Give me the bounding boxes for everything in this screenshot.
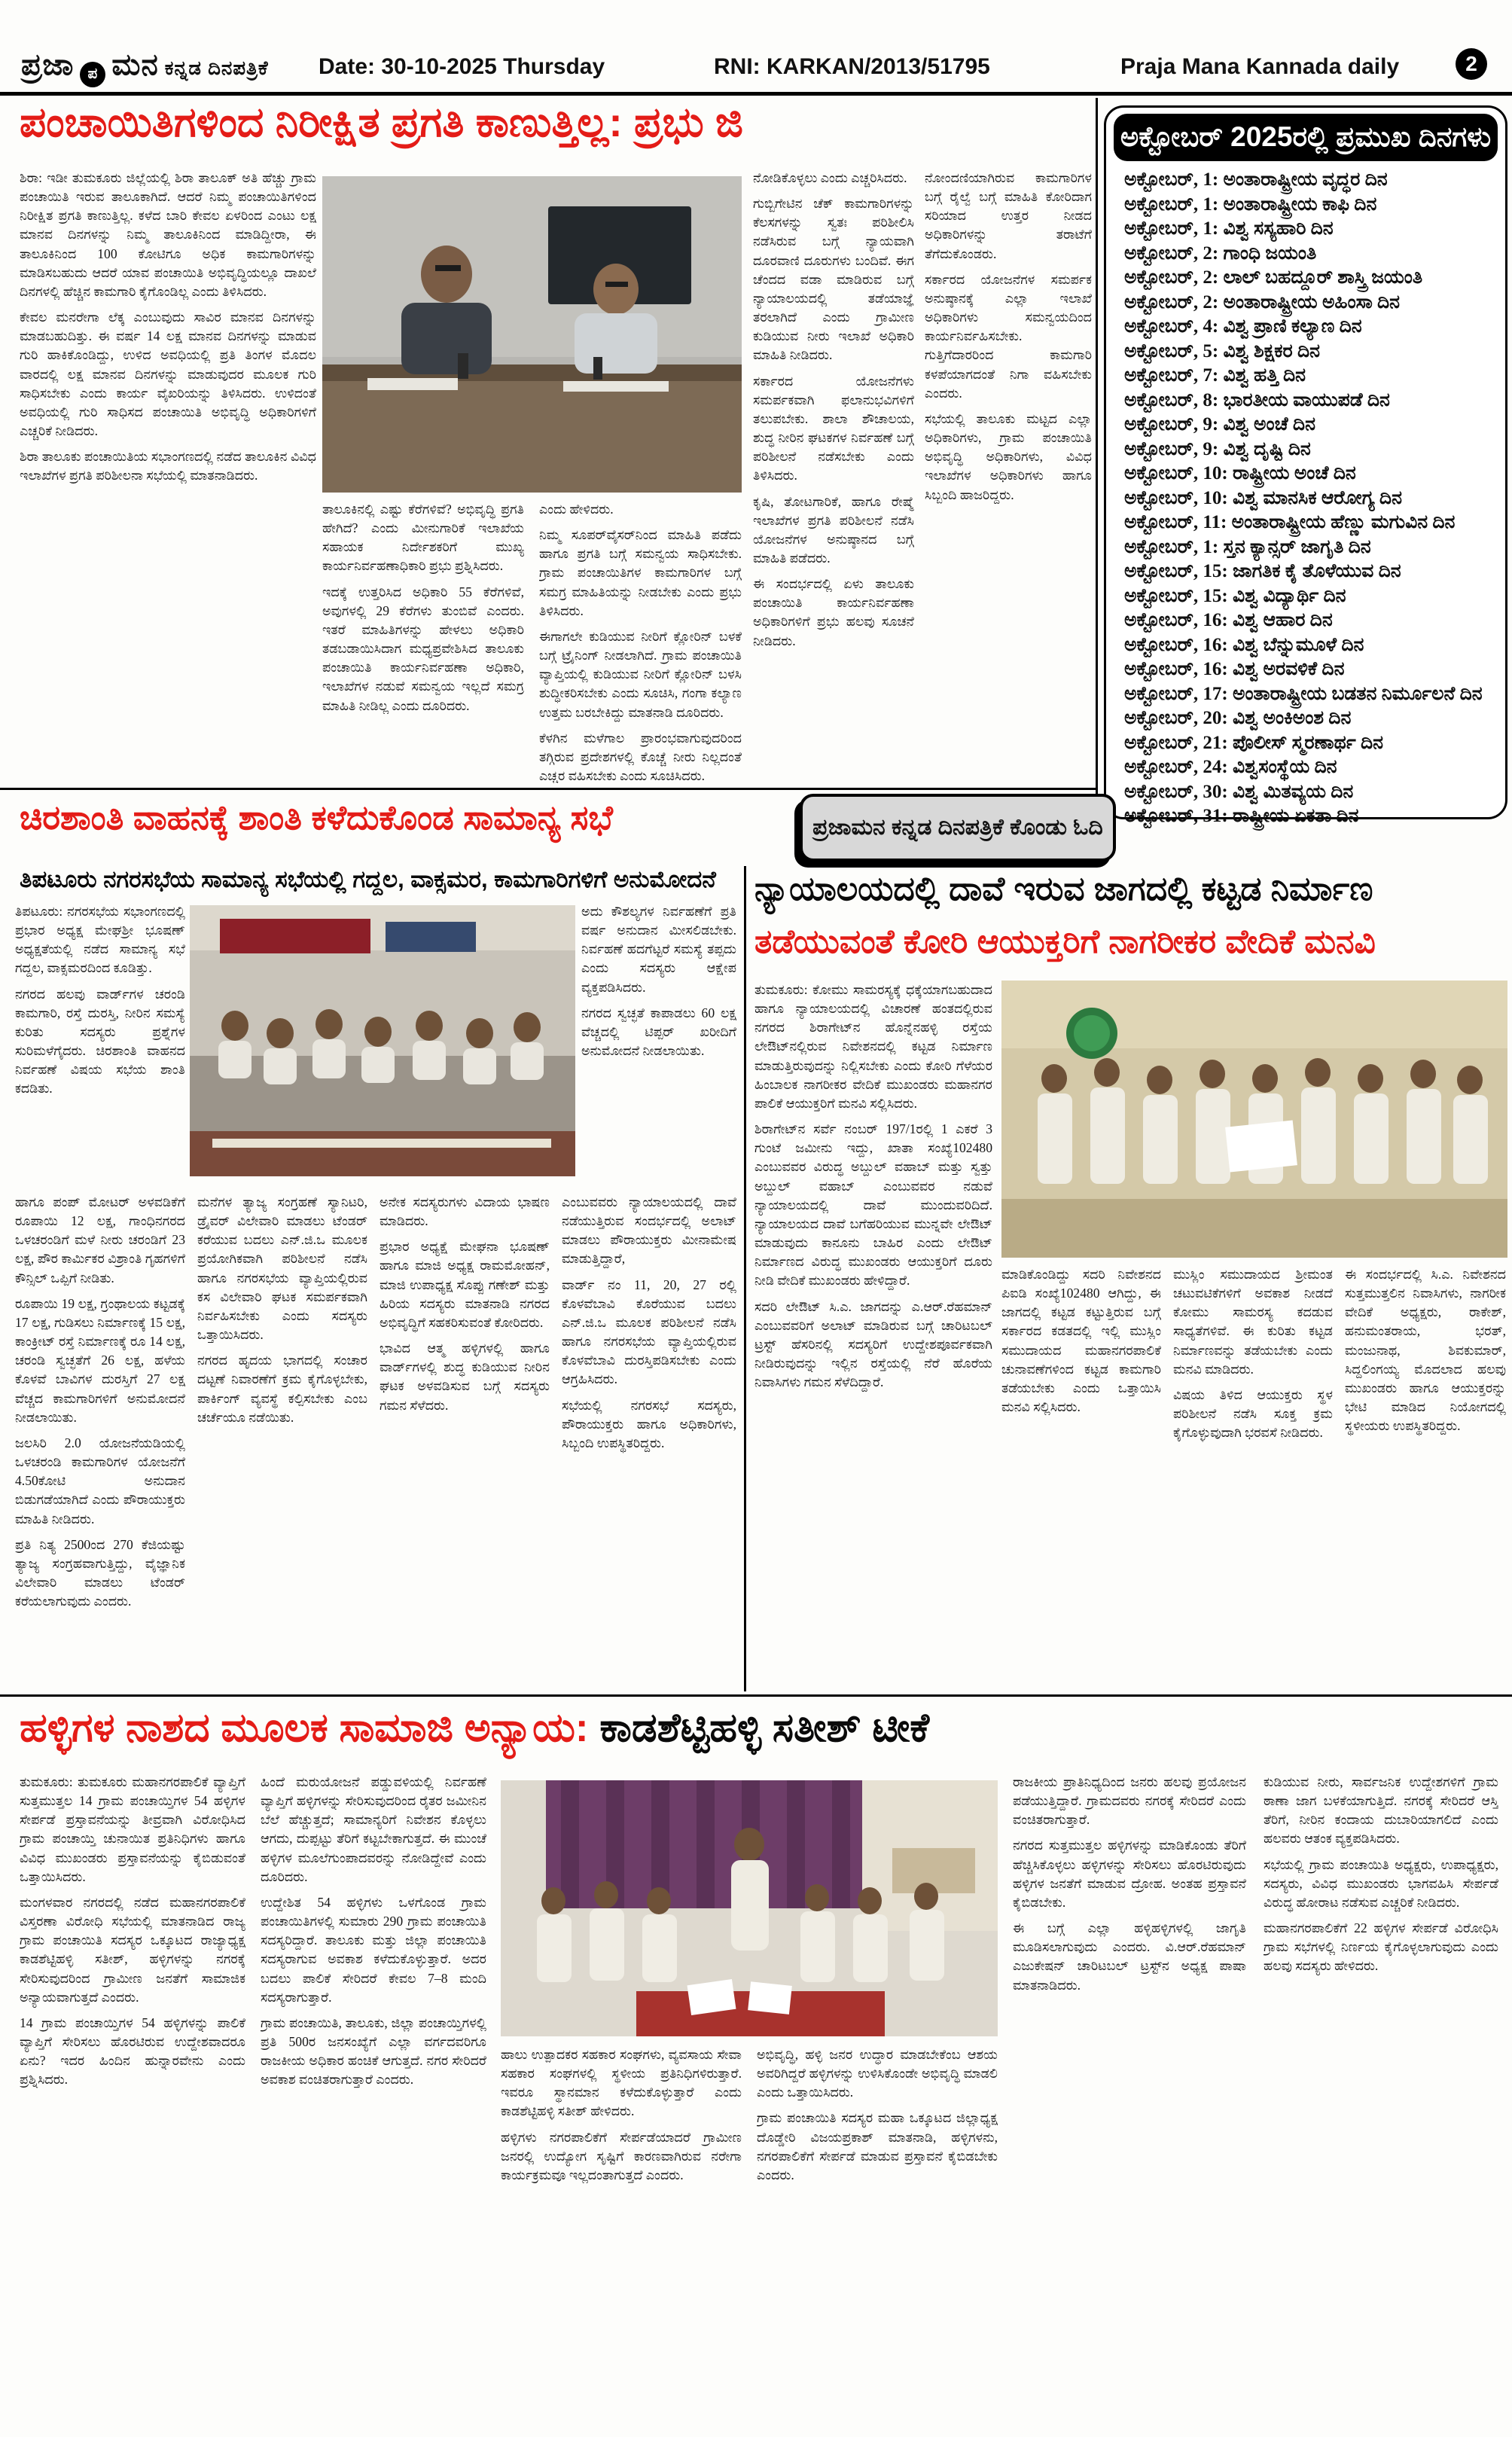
article4-headline-black: ಕಾಡಶೆಟ್ಟಿಹಳ್ಳಿ ಸತೀಶ್ ಟೀಕೆ [599,1706,930,1750]
important-day-item: ಅಕ್ಟೋಬರ್, 1: ವಿಶ್ವ ಸಸ್ಯಹಾರಿ ದಿನ [1124,218,1334,239]
header-rule [0,92,1512,96]
important-day-item: ಅಕ್ಟೋಬರ್, 16: ವಿಶ್ವ ಅರವಳಿಕೆ ದಿನ [1124,659,1345,679]
article4-headline-red: ಹಳ್ಳಿಗಳ ನಾಶದ ಮೂಲಕ ಸಾಮಾಜಿ ಅನ್ಯಾಯ: [20,1706,600,1750]
masthead [21,48,269,84]
article1-column-1: ಶಿರಾ: ಇಡೀ ತುಮಕೂರು ಜಿಲ್ಲೆಯಲ್ಲಿ ಶಿರಾ ತಾಲೂಕ್ ಅತಿ ಹೆಚ್ಚು ಗ್ರಾಮ ಪಂಚಾಯಿತಿ ಇರುವ ತಾಲೂಕಾಗಿದೆ. ಆದರೆ ನಿಮ್ಮ ಪಂಚಾಯಿತಿಗಳಿಂದ ನಿರೀಕ್ಷಿತ ಪ್ರಗತಿ ಕಾಣುತ್ತಿಲ್ಲ. ಕಳೆದ ಬಾರಿ ಕೇವಲ ಏಳರಿಂದ ಎಂಟು ಲಕ್ಷ ಮಾನವ ದಿನಗಳನ್ನು ನಿಮ್ಮ ತಾಲೂಕಿನಿಂದ ಮಾಡಿದ್ದೀರಾ, ಈ ತಾಲೂಕಿನಿಂದ 100 ಕೋಟಿಗೂ ಅಧಿಕ ಕಾಮಗಾರಿಗಳನ್ನು ಮಾಡಿಸಬಹುದು ಆದರೆ ಯಾವ ಪಂಚಾಯಿತಿ ಅಭಿವೃದ್ಧಿಯಲ್ಲೂ ದಾಖಲೆ ದಿನಗಳಲ್ಲಿ ಹೆಚ್ಚಿನ ಕಾಮಗಾರಿ ಕೈಗೊಂಡಿಲ್ಲ ಎಂದು ತಿಳಿಸಿದರು. ಕೇವಲ ಮನರೇಗಾ ಲೆಕ್ಕ ಎಂಬುವುದು ಸಾವಿರ ಮಾನವ ದಿನಗಳನ್ನು ಮಾಡಬಹುದಿತ್ತು. ಈ ವರ್ಷ 14 ಲಕ್ಷ ಮಾನವ ದಿನಗಳನ್ನು ಮಾಡುವ ಗುರಿ ಹಾಕಿಕೊಂಡಿದ್ದು, ಉಳಿದ ಅವಧಿಯಲ್ಲಿ ಪ್ರತಿ ತಿಂಗಳ ಮೊದಲ ವಾರದಲ್ಲಿ ಲಕ್ಷ ಮಾನವ ದಿನಗಳನ್ನು ಮಾಡುವುದರ ಮೂಲಕ ಗುರಿ ಸಾಧಿಸಬೇಕು ಎಂದು ಕಾರ್ಯ ವೈಖರಿಯನ್ನು ತಿಳಿಸಿದರು. ಉಳಿದಂತೆ ಅವಧಿಯಲ್ಲಿ ಗುರಿ ಸಾಧಿಸದ ಪಂಚಾಯಿತಿ ಅಭಿವೃದ್ಧಿ ಅಧಿಕಾರಿಗಳಿಗೆ ಎಚ್ಚರಿಕೆ ನೀಡಿದರು. ಶಿರಾ ತಾಲೂಕು ಪಂಚಾಯಿತಿಯ ಸಭಾಂಗಣದಲ್ಲಿ ನಡೆದ ತಾಲೂಕಿನ ವಿವಿಧ ಇಲಾಖೆಗಳ ಪ್ರಗತಿ ಪರಿಶೀಲನಾ ಸಭೆಯಲ್ಲಿ ಮಾತನಾಡಿದರು. [20,170,316,483]
rule-below-article1 [0,788,1096,790]
photo-council-meeting [190,905,575,1176]
important-day-item: ಅಕ್ಟೋಬರ್, 1: ಸ್ತನ ಕ್ಯಾನ್ಸರ್ ಜಾಗೃತಿ ದಿನ [1124,536,1371,557]
article4-column-5: ರಾಜಕೀಯ ಪ್ರಾತಿನಿಧ್ಯದಿಂದ ಜನರು ಹಲವು ಪ್ರಯೋಜನ ಪಡೆಯುತ್ತಿದ್ದಾರೆ. ಗ್ರಾಮದವರು ನಗರಕ್ಕೆ ಸೇರಿದರೆ ಎಂದು ವಂಚಿತರಾಗುತ್ತಾರೆ. ನಗರದ ಸುತ್ತಮುತ್ತಲ ಹಳ್ಳಿಗಳನ್ನು ಮಾಡಿಕೊಂಡು ತೆರಿಗೆ ಹೆಚ್ಚಿಸಿಕೊಳ್ಳಲು ಹಳ್ಳಿಗಳನ್ನು ಸೇರಿಸಲು ಹೊರಟಿರುವುದು ಹಳ್ಳಿಗಳ ಜನತೆಗೆ ಮಾಡುವ ದ್ರೋಹ. ಅಂತಹ ಪ್ರಸ್ತಾವನೆ ಕೈಬಿಡಬೇಕು. ಈ ಬಗ್ಗೆ ಎಲ್ಲಾ ಹಳ್ಳಿಹಳ್ಳಿಗಳಲ್ಲಿ ಜಾಗೃತಿ ಮೂಡಿಸಲಾಗುವುದು ಎಂದರು. ವಿ.ಆರ್.ರೆಹಮಾನ್ ಎಜುಕೇಷನ್ ಚಾರಿಟಬಲ್ ಟ್ರಸ್ಟ್‌ನ ಅಧ್ಯಕ್ಷ ಪಾಷಾ ಮಾತನಾಡಿದರು. [1013,1774,1246,1993]
masthead-logo-icon: ಪ [80,62,105,87]
photo-memorandum-handover [1001,981,1507,1258]
article2-below-column-3: ಅನೇಕ ಸದಸ್ಯರುಗಳು ವಿದಾಯ ಭಾಷಣ ಮಾಡಿದರು. ಪ್ರಭಾರ ಅಧ್ಯಕ್ಷೆ ಮೇಘನಾ ಭೂಷಣ್ ಹಾಗೂ ಮಾಜಿ ಅಧ್ಯಕ್ಷ ರಾಮಮೋಹನ್, ಮಾಜಿ ಉಪಾಧ್ಯಕ್ಷ ಸೊಪ್ಪು ಗಣೇಶ್ ಮತ್ತು ಹಿರಿಯ ಸದಸ್ಯರು ಮಾತನಾಡಿ ನಗರದ ಅಭಿವೃದ್ಧಿಗೆ ಸಹಕರಿಸುವಂತೆ ಕೋರಿದರು. ಭಾವಿದ ಆತ್ಮ ಹಳ್ಳಿಗಳಲ್ಲಿ ಹಾಗೂ ವಾರ್ಡ್‌ಗಳಲ್ಲಿ ಶುದ್ಧ ಕುಡಿಯುವ ನೀರಿನ ಘಟಕ ಅಳವಡಿಸುವ ಬಗ್ಗೆ ಸದಸ್ಯರು ಗಮನ ಸೆಳೆದರು. [380,1194,550,1413]
page-number-badge: 2 [1456,48,1487,80]
page-header [21,42,1491,90]
article4-column-2: ಹಿಂದೆ ಮರುಯೋಜನೆ ಪಡ್ಡುವಳಿಯಲ್ಲಿ ನಿರ್ವಹಣೆ ವ್ಯಾಪ್ತಿಗೆ ಹಳ್ಳಿಗಳನ್ನು ಸೇರಿಸುವುದರಿಂದ ರೈತರ ಜಮೀನಿನ ಬೆಲೆ ಹೆಚ್ಚುತ್ತದೆ; ಸಾಮಾನ್ಯರಿಗೆ ನಿವೇಶನ ಕೊಳ್ಳಲು ಆಗದು, ದುಪ್ಪಟ್ಟು ತೆರಿಗೆ ಕಟ್ಟಬೇಕಾಗುತ್ತದೆ. ಈ ಮುಂಚೆ ಹಳ್ಳಿಗಳ ಮೂಲೆಗುಂಪಾದವರನ್ನು ನೋಡಿದ್ದೇವೆ ಎಂದು ದೂರಿದರು. ಉದ್ದೇಶಿತ 54 ಹಳ್ಳಿಗಳು ಒಳಗೊಂಡ ಗ್ರಾಮ ಪಂಚಾಯಿತಿಗಳಲ್ಲಿ ಸುಮಾರು 290 ಗ್ರಾಮ ಪಂಚಾಯಿತಿ ಸದಸ್ಯರಿದ್ದಾರೆ. ತಾಲೂಕು ಮತ್ತು ಜಿಲ್ಲಾ ಪಂಚಾಯಿತಿ ಸದಸ್ಯರಾಗುವ ಅವಕಾಶ ಕಳೆದುಕೊಳ್ಳುತ್ತಾರೆ. ಅದರ ಬದಲು ಪಾಲಿಕೆ ಸೇರಿದರೆ ಕೇವಲ 7–8 ಮಂದಿ ಸದಸ್ಯರಾಗುತ್ತಾರೆ. ಗ್ರಾಮ ಪಂಚಾಯಿತಿ, ತಾಲೂಕು, ಜಿಲ್ಲಾ ಪಂಚಾಯ್ತಿಗಳಲ್ಲಿ ಪ್ರತಿ 500ರ ಜನಸಂಖ್ಯೆಗೆ ಎಲ್ಲಾ ವರ್ಗದವರಿಗೂ ರಾಜಕೀಯ ಅಧಿಕಾರ ಹಂಚಿಕೆ ಆಗುತ್ತದೆ. ನಗರ ಸೇರಿದರೆ ಅವಕಾಶ ವಂಚಿತರಾಗುತ್ತಾರೆ ಎಂದರು. [261,1774,486,2088]
article2-right-column: ಅದು ಕೌಶಲ್ಯಗಳ ನಿರ್ವಹಣೆಗೆ ಪ್ರತಿ ವರ್ಷ ಅನುದಾನ ಮೀಸಲಿಡಬೇಕು. ನಿರ್ವಹಣೆ ಹದಗೆಟ್ಟರೆ ಸಮಸ್ಯೆ ತಪ್ಪದು ಎಂದು ಸದಸ್ಯರು ಆಕ್ಷೇಪ ವ್ಯಕ್ತಪಡಿಸಿದರು. ನಗರದ ಸ್ವಚ್ಛತೆ ಕಾಪಾಡಲು 60 ಲಕ್ಷ ವೆಚ್ಚದಲ್ಲಿ ಟಿಪ್ಪರ್ ಖರೀದಿಗೆ ಅನುಮೋದನೆ ನೀಡಲಾಯಿತು. [581,904,736,1059]
article1-column-2: ತಾಲೂಕಿನಲ್ಲಿ ಎಷ್ಟು ಕೆರೆಗಳಿವೆ? ಅಭಿವೃದ್ಧಿ ಪ್ರಗತಿ ಹೇಗಿದೆ? ಎಂದು ಮೀನುಗಾರಿಕೆ ಇಲಾಖೆಯ ಸಹಾಯಕ ನಿರ್ದೇಶಕರಿಗೆ ಮುಖ್ಯ ಕಾರ್ಯನಿರ್ವಹಣಾಧಿಕಾರಿ ಪ್ರಭು ಪ್ರಶ್ನಿಸಿದರು. ಇದಕ್ಕೆ ಉತ್ತರಿಸಿದ ಅಧಿಕಾರಿ 55 ಕೆರೆಗಳಿವೆ, ಅವುಗಳಲ್ಲಿ 29 ಕೆರೆಗಳು ತುಂಬಿವೆ ಎಂದರು. ಇತರೆ ಮಾಹಿತಿಗಳನ್ನು ಹೇಳಲು ಅಧಿಕಾರಿ ತಡಬಡಾಯಿಸಿದಾಗ ಮಧ್ಯಪ್ರವೇಶಿಸಿದ ತಾಲೂಕು ಪಂಚಾಯಿತಿ ಕಾರ್ಯನಿರ್ವಹಣಾ ಅಧಿಕಾರಿ, ಇಲಾಖೆಗಳ ನಡುವೆ ಸಮನ್ವಯ ಇಲ್ಲದೆ ಸಮಗ್ರ ಮಾಹಿತಿ ನೀಡಿಲ್ಲ ಎಂದು ದೂರಿದರು. [322,502,524,713]
header-date: Date: 30-10-2025 Thursday [319,54,605,79]
article2-intro-column: ತಿಪಟೂರು: ನಗರಸಭೆಯ ಸಭಾಂಗಣದಲ್ಲಿ ಪ್ರಭಾರ ಅಧ್ಯಕ್ಷ ಮೇಘಶ್ರೀ ಭೂಷಣ್ ಅಧ್ಯಕ್ಷತೆಯಲ್ಲಿ ನಡೆದ ಸಾಮಾನ್ಯ ಸಭೆ ಗದ್ದಲ, ವಾಕ್ಸಮರದಿಂದ ಕೂಡಿತ್ತು. ನಗರದ ಹಲವು ವಾರ್ಡ್‌ಗಳ ಚರಂಡಿ ಕಾಮಗಾರಿ, ರಸ್ತೆ ದುರಸ್ತಿ, ನೀರಿನ ಸಮಸ್ಯೆ ಕುರಿತು ಸದಸ್ಯರು ಪ್ರಶ್ನೆಗಳ ಸುರಿಮಳೆಗೈದರು. ಚಿರಶಾಂತಿ ವಾಹನದ ನಿರ್ವಹಣೆ ವಿಷಯ ಸಭೆಯ ಶಾಂತಿ ಕದಡಿತು. [15,904,185,1096]
important-days-box [1104,105,1507,826]
promo-text: ಪ್ರಜಾಮನ ಕನ್ನಡ ದಿನಪತ್ರಿಕೆ ಕೊಂಡು ಓದಿ [812,815,1103,840]
article2-subheadline: ತಿಪಟೂರು ನಗರಸಭೆಯ ಸಾಮಾನ್ಯ ಸಭೆಯಲ್ಲಿ ಗದ್ದಲ, ವಾಕ್ಸಮರ, ಕಾಮಗಾರಿಗಳಿಗೆ ಅನುಮೋದನೆ [20,866,716,892]
important-day-item: ಅಕ್ಟೋಬರ್, 16: ವಿಶ್ವ ಆಹಾರ ದಿನ [1124,610,1333,630]
important-day-item: ಅಕ್ಟೋಬರ್, 11: ಅಂತಾರಾಷ್ಟ್ರೀಯ ಹೆಣ್ಣು ಮಗುವಿನ ದಿನ [1124,512,1456,532]
important-day-item: ಅಕ್ಟೋಬರ್, 7: ವಿಶ್ವ ಹತ್ತಿ ದಿನ [1124,365,1306,386]
important-day-item: ಅಕ್ಟೋಬರ್, 20: ವಿಶ್ವ ಅಂಕಿಅಂಶ ದಿನ [1124,708,1352,728]
article2-below-column-4: ಎಂಬುವವರು ನ್ಯಾಯಾಲಯದಲ್ಲಿ ದಾವೆ ನಡೆಯುತ್ತಿರುವ ಸಂದರ್ಭದಲ್ಲಿ ಅಲಾಟ್ ಮಾಡಲು ಪೌರಾಯುಕ್ತರು ಮೀನಾಮೇಷ ಮಾಡುತ್ತಿದ್ದಾರೆ, ವಾರ್ಡ್ ನಂ 11, 20, 27 ರಲ್ಲಿ ಕೊಳವೆಬಾವಿ ಕೊರೆಯುವ ಬದಲು ಎನ್.ಜಿ.ಒ ಮೂಲಕ ಪರಿಶೀಲನೆ ನಡೆಸಿ ಹಾಗೂ ನಗರಸಭೆಯ ವ್ಯಾಪ್ತಿಯಲ್ಲಿರುವ ಕೊಳವೆಬಾವಿ ದುರಸ್ತಿಪಡಿಸಬೇಕು ಎಂದು ಆಗ್ರಹಿಸಿದರು. ಸಭೆಯಲ್ಲಿ ನಗರಸಭೆ ಸದಸ್ಯರು, ಪೌರಾಯುಕ್ತರು ಹಾಗೂ ಅಧಿಕಾರಿಗಳು, ಸಿಬ್ಬಂದಿ ಉಪಸ್ಥಿತರಿದ್ದರು. [562,1194,736,1450]
important-day-item: ಅಕ್ಟೋಬರ್, 15: ಜಾಗತಿಕ ಕೈ ತೊಳೆಯುವ ದಿನ [1124,561,1401,581]
important-day-item: ಅಕ್ಟೋಬರ್, 9: ವಿಶ್ವ ಅಂಚೆ ದಿನ [1124,414,1315,435]
article1-headline: ಪಂಚಾಯಿತಿಗಳಿಂದ ನಿರೀಕ್ಷಿತ ಪ್ರಗತಿ ಕಾಣುತ್ತಿಲ್ಲ: ಪ್ರಭು ಜಿ [20,99,743,145]
promo-box [800,794,1116,862]
important-day-item: ಅಕ್ಟೋಬರ್, 21: ಪೊಲೀಸ್ ಸ್ಮರಣಾರ್ಥ ದಿನ [1124,732,1384,753]
important-day-item: ಅಕ್ಟೋಬರ್, 16: ವಿಶ್ವ ಬೆನ್ನುಮೂಳೆ ದಿನ [1124,634,1364,655]
important-day-item: ಅಕ್ಟೋಬರ್, 2: ಗಾಂಧಿ ಜಯಂತಿ [1124,242,1317,264]
article3-column-1: ತುಮಕೂರು: ಕೋಮು ಸಾಮರಸ್ಯಕ್ಕೆ ಧಕ್ಕೆಯಾಗಬಹುದಾದ ಹಾಗೂ ನ್ಯಾಯಾಲಯದಲ್ಲಿ ವಿಚಾರಣೆ ಹಂತದಲ್ಲಿರುವ ನಗರದ ಶಿರಾಗೇಟ್‌ನ ಹೊನ್ನೆನಹಳ್ಳಿ ರಸ್ತೆಯ ಲೇಔಟ್‌ನಲ್ಲಿರುವ ನಿವೇಶನದಲ್ಲಿ ಕಟ್ಟಡ ನಿರ್ಮಾಣ ಮಾಡುತ್ತಿರುವುದನ್ನು ನಿಲ್ಲಿಸಬೇಕು ಎಂದು ಕೋರಿ ಗೆಳೆಯರ ಹಿಂಬಾಲಕ ನಾಗರೀಕರ ವೇದಿಕೆ ಮುಖಂಡರು ಮಹಾನಗರ ಪಾಲಿಕೆ ಆಯುಕ್ತರಿಗೆ ಮನವಿ ಸಲ್ಲಿಸಿದರು. ಶಿರಾಗೇಟ್‌ನ ಸರ್ವೆ ನಂಬರ್ 197/1ರಲ್ಲಿ 1 ಎಕರೆ 3 ಗುಂಟೆ ಜಮೀನು ಇದ್ದು, ಖಾತಾ ಸಂಖ್ಯೆ102480 ಎಂಬುವವರ ವಿರುದ್ಧ ಅಬ್ದುಲ್ ವಹಾಬ್ ಮತ್ತು ಸ್ವತ್ತು ಅಬ್ದುಲ್ ವಹಾಬ್ ಎಂಬುವವರ ನಡುವೆ ನ್ಯಾಯಾಲಯದಲ್ಲಿ ದಾವೆ ಮುಂದುವರಿದಿದೆ. ನ್ಯಾಯಾಲಯದ ದಾವೆ ಬಗೆಹರಿಯುವ ಮುನ್ನವೇ ಲೇಔಟ್ ಮಾಡುವುದು ಕಾನೂನು ಬಾಹಿರ ಎಂದು ಲೇಔಟ್ ನಿರ್ಮಾಣದ ವಿರುದ್ಧ ಮುಖಂಡರು ಆಯುಕ್ತರಿಗೆ ದೂರು ನೀಡಿ ವೇದಿಕೆ ಮುಖಂಡರು ಹೇಳಿದ್ದಾರೆ. ಸದರಿ ಲೇಔಟ್ ಸಿ.ಎ. ಜಾಗದನ್ನು ಎ.ಆರ್.ರೆಹಮಾನ್ ಎಂಬುವವರಿಗೆ ಅಲಾಟ್ ಮಾಡಿರುವ ಬಗ್ಗೆ ಚಾರಿಟಬಲ್ ಟ್ರಸ್ಟ್ ಹೆಸರಿನಲ್ಲಿ ಸದಸ್ಯರಿಗೆ ಉದ್ದೇಶಪೂರ್ವಕವಾಗಿ ನೀಡಿರುವುದನ್ನು ಇಲ್ಲಿನ ರಸ್ತೆಯಲ್ಲಿ ನೆರೆ ಹೊರೆಯ ನಿವಾಸಿಗಳು ಗಮನ ಸೆಳೆದಿದ್ದಾರೆ. [754,982,992,1390]
article3-below-column-3: ಈ ಸಂದರ್ಭದಲ್ಲಿ ಸಿ.ಎ. ನಿವೇಶನದ ಸುತ್ತಮುತ್ತಲಿನ ನಿವಾಸಿಗಳು, ನಾಗರೀಕ ವೇದಿಕೆ ಅಧ್ಯಕ್ಷರು, ರಾಕೇಶ್, ಹನುಮಂತರಾಯ, ಭರತ್, ಮಂಜುನಾಥ, ಶಿವಕುಮಾರ್, ಸಿದ್ದಲಿಂಗಯ್ಯ ಮೊದಲಾದ ಹಲವು ಮುಖಂಡರು ಹಾಗೂ ಆಯುಕ್ತರನ್ನು ಭೇಟಿ ಮಾಡಿದ ನಿಯೋಗದಲ್ಲಿ ಸ್ಥಳೀಯರು ಉಪಸ್ಥಿತರಿದ್ದರು. [1345,1267,1506,1434]
article2-below-column-2: ಮನೆಗಳ ತ್ಯಾಜ್ಯ ಸಂಗ್ರಹಣೆ ಸ್ಯಾನಿಟರಿ, ಡ್ರೈವರ್ ವಿಲೇವಾರಿ ಮಾಡಲು ಟೆಂಡರ್ ಕರೆಯುವ ಬದಲು ಎನ್.ಜಿ.ಒ ಮೂಲಕ ಪ್ರಯೋಗಿಕವಾಗಿ ಪರಿಶೀಲನೆ ನಡೆಸಿ ಹಾಗೂ ನಗರಸಭೆಯ ವ್ಯಾಪ್ತಿಯಲ್ಲಿರುವ ಕಸ ವಿಲೇವಾರಿ ಘಟಕ ಸಮರ್ಪಕವಾಗಿ ನಿರ್ವಹಿಸಬೇಕು ಎಂದು ಸದಸ್ಯರು ಒತ್ತಾಯಿಸಿದರು. ನಗರದ ಹೃದಯ ಭಾಗದಲ್ಲಿ ಸಂಚಾರ ದಟ್ಟಣೆ ನಿವಾರಣೆಗೆ ಕ್ರಮ ಕೈಗೊಳ್ಳಬೇಕು, ಪಾರ್ಕಿಂಗ್ ವ್ಯವಸ್ಥೆ ಕಲ್ಪಿಸಬೇಕು ಎಂಬ ಚರ್ಚೆಯೂ ನಡೆಯಿತು. [197,1194,367,1425]
important-day-item: ಅಕ್ಟೋಬರ್, 15: ವಿಶ್ವ ವಿದ್ಯಾರ್ಥಿ ದಿನ [1124,585,1346,606]
article4-column-4: ಅಭಿವೃದ್ಧಿ, ಹಳ್ಳಿ ಜನರ ಉದ್ಧಾರ ಮಾಡಬೇಕೆಂಬ ಆಶಯ ಅವರಿಗಿದ್ದರೆ ಹಳ್ಳಿಗಳನ್ನು ಉಳಿಸಿಕೊಂಡೇ ಅಭಿವೃದ್ಧಿ ಮಾಡಲಿ ಎಂದು ಒತ್ತಾಯಿಸಿದರು. ಗ್ರಾಮ ಪಂಚಾಯಿತಿ ಸದಸ್ಯರ ಮಹಾ ಒಕ್ಕೂಟದ ಜಿಲ್ಲಾಧ್ಯಕ್ಷ ದೊಡ್ಡೇರಿ ವಿಜಯಪ್ರಕಾಶ್ ಮಾತನಾಡಿ, ಹಳ್ಳಿಗಳನು, ನಗರಪಾಲಿಕೆಗೆ ಸೇರ್ಪಡೆ ಮಾಡುವ ಪ್ರಸ್ತಾವನೆ ಕೈಬಿಡಬೇಕು ಎಂದರು. [757,2047,998,2182]
important-day-item: ಅಕ್ಟೋಬರ್, 2: ಲಾಲ್ ಬಹದ್ದೂರ್ ಶಾಸ್ತ್ರಿ ಜಯಂತಿ [1124,267,1423,288]
article2-headline: ಚಿರಶಾಂತಿ ವಾಹನಕ್ಕೆ ಶಾಂತಿ ಕಳೆದುಕೊಂಡ ಸಾಮಾನ್ಯ ಸಭೆ [20,798,613,837]
important-day-item: ಅಕ್ಟೋಬರ್, 4: ವಿಶ್ವ ಪ್ರಾಣಿ ಕಲ್ಯಾಣ ದಿನ [1124,316,1362,337]
rule-above-article4 [0,1694,1512,1697]
masthead-title-2: ಮನ [111,48,159,81]
divider-article1-sidebar [1096,98,1098,819]
header-paper-name: Praja Mana Kannada daily [1120,54,1400,79]
masthead-subtitle: ಕನ್ನಡ ದಿನಪತ್ರಿಕೆ [164,56,269,79]
important-day-item: ಅಕ್ಟೋಬರ್, 9: ವಿಶ್ವ ದೃಷ್ಟಿ ದಿನ [1124,438,1311,459]
important-days-title: ಅಕ್ಟೋಬರ್ 2025ರಲ್ಲಿ ಪ್ರಮುಖ ದಿನಗಳು [1114,114,1498,161]
article4-column-3: ಹಾಲು ಉತ್ಪಾದಕರ ಸಹಕಾರ ಸಂಘಗಳು, ವ್ಯವಸಾಯ ಸೇವಾ ಸಹಕಾರ ಸಂಘಗಳಲ್ಲಿ ಸ್ಥಳೀಯ ಪ್ರತಿನಿಧಿಗಳಿರುತ್ತಾರೆ. ಇವರೂ ಸ್ಥಾನಮಾನ ಕಳೆದುಕೊಳ್ಳುತ್ತಾರೆ ಎಂದು ಕಾಡಶೆಟ್ಟಿಹಳ್ಳಿ ಸತೀಶ್ ಹೇಳಿದರು. ಹಳ್ಳಿಗಳು ನಗರಪಾಲಿಕೆಗೆ ಸೇರ್ಪಡೆಯಾದರೆ ಗ್ರಾಮೀಣ ಜನರಲ್ಲಿ ಉದ್ಯೋಗ ಸೃಷ್ಟಿಗೆ ಕಾರಣವಾಗಿರುವ ನರೇಗಾ ಕಾರ್ಯಕ್ರಮವೂ ಇಲ್ಲದಂತಾಗುತ್ತದೆ ಎಂದರು. [501,2047,742,2182]
masthead-title-1: ಪ್ರಜಾ [21,48,75,81]
article2-below-column-1: ಹಾಗೂ ಪಂಪ್ ಮೋಟರ್ ಅಳವಡಿಕೆಗೆ ರೂಪಾಯಿ 12 ಲಕ್ಷ, ಗಾಂಧಿನಗರದ ಒಳಚರಂಡಿಗೆ ಮಳೆ ನೀರು ಚರಂಡಿಗೆ 23 ಲಕ್ಷ, ಪೌರ ಕಾರ್ಮಿಕರ ವಿಶ್ರಾಂತಿ ಗೃಹಗಳಿಗೆ ಕೌನ್ಸಿಲ್ ಒಪ್ಪಿಗೆ ನೀಡಿತು. ರೂಪಾಯಿ 19 ಲಕ್ಷ, ಗ್ರಂಥಾಲಯ ಕಟ್ಟಡಕ್ಕೆ 17 ಲಕ್ಷ, ಗುಡಿಸಲು ನಿರ್ಮಾಣಕ್ಕೆ 15 ಲಕ್ಷ, ಕಾಂಕ್ರೀಟ್ ರಸ್ತೆ ನಿರ್ಮಾಣಕ್ಕೆ ರೂ 14 ಲಕ್ಷ, ಚರಂಡಿ ಸ್ವಚ್ಛತೆಗೆ 26 ಲಕ್ಷ, ಹಳೆಯ ಕೊಳವೆ ಬಾವಿಗಳ ದುರಸ್ತಿಗೆ 27 ಲಕ್ಷ ವೆಚ್ಚದ ಕಾಮಗಾರಿಗಳಿಗೆ ಅನುಮೋದನೆ ನೀಡಲಾಯಿತು. ಜಲಸಿರಿ 2.0 ಯೋಜನೆಯಡಿಯಲ್ಲಿ ಒಳಚರಂಡಿ ಕಾಮಗಾರಿಗಳ ಯೋಜನೆಗೆ 4.50ಕೋಟಿ ಅನುದಾನ ಬಿಡುಗಡೆಯಾಗಿದೆ ಎಂದು ಪೌರಾಯುಕ್ತರು ಮಾಹಿತಿ ನೀಡಿದರು. ಪ್ರತಿ ನಿತ್ಯ 2500ಂದ 270 ಕೆಜಿಯಷ್ಟು ತ್ಯಾಜ್ಯ ಸಂಗ್ರಹವಾಗುತ್ತಿದ್ದು, ವೈಜ್ಞಾನಿಕ ವಿಲೇವಾರಿ ಮಾಡಲು ಟೆಂಡರ್ ಕರೆಯಲಾಗುವುದು ಎಂದರು. [15,1194,185,1609]
divider-article2-article3 [744,866,746,1691]
important-day-item: ಅಕ್ಟೋಬರ್, 24: ವಿಶ್ವಸಂಸ್ಥೆಯ ದಿನ [1124,757,1337,777]
important-day-item: ಅಕ್ಟೋಬರ್, 10: ವಿಶ್ವ ಮಾನಸಿಕ ಆರೋಗ್ಯ ದಿನ [1124,487,1402,508]
article4-headline [20,1705,1495,1752]
article3-headline-line2: ತಡೆಯುವಂತೆ ಕೋರಿ ಆಯುಕ್ತರಿಗೆ ನಾಗರೀಕರ ವೇದಿಕೆ ಮನವಿ [754,923,1376,960]
article1-column-5: ನೋಂದಣಿಯಾಗಿರುವ ಕಾಮಗಾರಿಗಳ ಬಗ್ಗೆ ರೈಲ್ವೆ ಬಗ್ಗೆ ಮಾಹಿತಿ ಕೋರಿದಾಗ ಸರಿಯಾದ ಉತ್ತರ ನೀಡದ ಅಧಿಕಾರಿಗಳನ್ನು ತರಾಟೆಗೆ ತೆಗೆದುಕೊಂಡರು. ಸರ್ಕಾರದ ಯೋಜನೆಗಳ ಸಮರ್ಪಕ ಅನುಷ್ಠಾನಕ್ಕೆ ಎಲ್ಲಾ ಇಲಾಖೆ ಅಧಿಕಾರಿಗಳು ಸಮನ್ವಯದಿಂದ ಕಾರ್ಯನಿರ್ವಹಿಸಬೇಕು. ಗುತ್ತಿಗೆದಾರರಿಂದ ಕಾಮಗಾರಿ ಕಳಪೆಯಾಗದಂತೆ ನಿಗಾ ವಹಿಸಬೇಕು ಎಂದರು. ಸಭೆಯಲ್ಲಿ ತಾಲೂಕು ಮಟ್ಟದ ಎಲ್ಲಾ ಅಧಿಕಾರಿಗಳು, ಗ್ರಾಮ ಪಂಚಾಯಿತಿ ಅಭಿವೃದ್ಧಿ ಅಧಿಕಾರಿಗಳು, ವಿವಿಧ ಇಲಾಖೆಗಳ ಅಧಿಕಾರಿಗಳು ಹಾಗೂ ಸಿಬ್ಬಂದಿ ಹಾಜರಿದ್ದರು. [925,170,1092,502]
article4-column-6: ಕುಡಿಯುವ ನೀರು, ಸಾರ್ವಜನಿಕ ಉದ್ದೇಶಗಳಿಗೆ ಗ್ರಾಮ ಠಾಣಾ ಜಾಗ ಬಳಕೆಯಾಗುತ್ತಿದೆ. ನಗರಕ್ಕೆ ಸೇರಿದರೆ ಆಸ್ತಿ ತೆರಿಗೆ, ನೀರಿನ ಕಂದಾಯ ದುಬಾರಿಯಾಗಲಿದೆ ಎಂದು ಹಲವರು ಆತಂಕ ವ್ಯಕ್ತಪಡಿಸಿದರು. ಸಭೆಯಲ್ಲಿ ಗ್ರಾಮ ಪಂಚಾಯಿತಿ ಅಧ್ಯಕ್ಷರು, ಉಪಾಧ್ಯಕ್ಷರು, ಸದಸ್ಯರು, ವಿವಿಧ ಮುಖಂಡರು ಭಾಗವಹಿಸಿ ಸೇರ್ಪಡೆ ವಿರುದ್ಧ ಹೋರಾಟ ನಡೆಸುವ ಎಚ್ಚರಿಕೆ ನೀಡಿದರು. ಮಹಾನಗರಪಾಲಿಕೆಗೆ 22 ಹಳ್ಳಿಗಳ ಸೇರ್ಪಡೆ ವಿರೋಧಿಸಿ ಗ್ರಾಮ ಸಭೆಗಳಲ್ಲಿ ನಿರ್ಣಯ ಕೈಗೊಳ್ಳಲಾಗುವುದು ಎಂದು ಹಲವು ಸದಸ್ಯರು ಹೇಳಿದರು. [1264,1774,1498,1974]
header-rni: RNI: KARKAN/2013/51795 [714,54,990,79]
important-day-item: ಅಕ್ಟೋಬರ್, 5: ವಿಶ್ವ ಶಿಕ್ಷಕರ ದಿನ [1124,340,1321,361]
article3-headline-line1: ನ್ಯಾಯಾಲಯದಲ್ಲಿ ದಾವೆ ಇರುವ ಜಾಗದಲ್ಲಿ ಕಟ್ಟಡ ನಿರ್ಮಾಣ [754,871,1373,907]
important-day-item: ಅಕ್ಟೋಬರ್, 17: ಅಂತಾರಾಷ್ಟ್ರೀಯ ಬಡತನ ನಿರ್ಮೂಲನೆ ದಿನ [1124,683,1483,704]
important-day-item: ಅಕ್ಟೋಬರ್, 31: ರಾಷ್ಟ್ರೀಯ ಏಕತಾ ದಿನ [1124,806,1359,826]
important-day-item: ಅಕ್ಟೋಬರ್, 8: ಭಾರತೀಯ ವಾಯುಪಡೆ ದಿನ [1124,389,1390,410]
important-day-item: ಅಕ್ಟೋಬರ್, 10: ರಾಷ್ಟ್ರೀಯ ಅಂಚೆ ದಿನ [1124,463,1356,483]
photo-officials-meeting [322,176,742,493]
important-day-item: ಅಕ್ಟೋಬರ್, 1: ಅಂತಾರಾಷ್ಟ್ರೀಯ ಕಾಫಿ ದಿನ [1124,194,1377,215]
article1-column-4: ನೋಡಿಕೊಳ್ಳಲು ಎಂದು ಎಚ್ಚರಿಸಿದರು. ಗುಬ್ಬಿಗೇಟಿನ ಚೆಕ್ ಕಾಮಗಾರಿಗಳನ್ನು ಕೆಲಸಗಳನ್ನು ಸ್ವತಃ ಪರಿಶೀಲಿಸಿ ನಡೆಸಿರುವ ಬಗ್ಗೆ ನ್ಯಾಯವಾಗಿ ದೂರವಾಣಿ ದೂರುಗಳು ಬಂದಿವೆ. ಈಗ ಚೆಂದದ ವಡಾ ಮಾಡಿರುವ ಬಗ್ಗೆ ನ್ಯಾಯಾಲಯದಲ್ಲಿ ತಡೆಯಾಜ್ಞೆ ತರಲಾಗಿದೆ ಎಂದು ಗ್ರಾಮೀಣ ಕುಡಿಯುವ ನೀರು ಇಲಾಖೆ ಅಧಿಕಾರಿ ಮಾಹಿತಿ ನೀಡಿದರು. ಸರ್ಕಾರದ ಯೋಜನೆಗಳು ಸಮರ್ಪಕವಾಗಿ ಫಲಾನುಭವಿಗಳಿಗೆ ತಲುಪಬೇಕು. ಶಾಲಾ ಶೌಚಾಲಯ, ಶುದ್ಧ ನೀರಿನ ಘಟಕಗಳ ನಿರ್ವಹಣೆ ಬಗ್ಗೆ ಪರಿಶೀಲನೆ ನಡೆಸಬೇಕು ಎಂದು ತಿಳಿಸಿದರು. ಕೃಷಿ, ತೋಟಗಾರಿಕೆ, ಹಾಗೂ ರೇಷ್ಮೆ ಇಲಾಖೆಗಳ ಪ್ರಗತಿ ಪರಿಶೀಲನೆ ನಡೆಸಿ ಯೋಜನೆಗಳ ಅನುಷ್ಠಾನದ ಬಗ್ಗೆ ಮಾಹಿತಿ ಪಡೆದರು. ಈ ಸಂದರ್ಭದಲ್ಲಿ ಏಳು ತಾಲೂಕು ಪಂಚಾಯಿತಿ ಕಾರ್ಯನಿರ್ವಹಣಾ ಅಧಿಕಾರಿಗಳಿಗೆ ಪ್ರಭು ಹಲವು ಸೂಚನೆ ನೀಡಿದರು. [753,170,914,648]
article1-column-3: ಎಂದು ಹೇಳಿದರು. ನಿಮ್ಮ ಸೂಪರ್‌ವೈಸರ್‌ನಿಂದ ಮಾಹಿತಿ ಪಡೆದು ಹಾಗೂ ಪ್ರಗತಿ ಬಗ್ಗೆ ಸಮನ್ವಯ ಸಾಧಿಸಬೇಕು. ಗ್ರಾಮ ಪಂಚಾಯಿತಿಗಳ ಕಾಮಗಾರಿಗಳ ಬಗ್ಗೆ ಸಮಗ್ರ ಮಾಹಿತಿಯನ್ನು ನೀಡಬೇಕು ಎಂದು ಪ್ರಭು ತಿಳಿಸಿದರು. ಈಗಾಗಲೇ ಕುಡಿಯುವ ನೀರಿಗೆ ಕ್ಲೋರಿನ್ ಬಳಕೆ ಬಗ್ಗೆ ಟ್ರೈನಿಂಗ್ ನೀಡಲಾಗಿದೆ. ಗ್ರಾಮ ಪಂಚಾಯಿತಿ ವ್ಯಾಪ್ತಿಯಲ್ಲಿ ಕುಡಿಯುವ ನೀರಿಗೆ ಕ್ಲೋರಿನ್ ಬಳಸಿ ಶುದ್ಧೀಕರಿಸಬೇಕು ಎಂದು ಸೂಚಿಸಿ, ಗಂಗಾ ಕಲ್ಯಾಣ ಉತ್ತಮ ಬರಬೇಕಿದ್ದು ಮಾತನಾಡಿ ದೂರಿದರು. ಕೆಳಗಿನ ಮಳೆಗಾಲ ಪ್ರಾರಂಭವಾಗುವುದರಿಂದ ತಗ್ಗಿರುವ ಪ್ರದೇಶಗಳಲ್ಲಿ ಕೊಚ್ಚೆ ನೀರು ನಿಲ್ಲದಂತೆ ಎಚ್ಚರ ವಹಿಸಬೇಕು ಎಂದು ಸೂಚಿಸಿದರು. [539,502,742,783]
photo-village-protest-meeting [501,1780,998,2036]
important-days-list [1114,169,1498,828]
important-day-item: ಅಕ್ಟೋಬರ್, 1: ಅಂತಾರಾಷ್ಟ್ರೀಯ ವೃದ್ಧರ ದಿನ [1124,169,1388,190]
article3-below-column-1: ಮಾಡಿಕೊಂಡಿದ್ದು ಸದರಿ ನಿವೇಶನದ ಪಿಐಡಿ ಸಂಖ್ಯೆ102480 ಆಗಿದ್ದು, ಈ ಜಾಗದಲ್ಲಿ ಕಟ್ಟಡ ಕಟ್ಟುತ್ತಿರುವ ಬಗ್ಗೆ ಸರ್ಕಾರದ ಕಡತದಲ್ಲಿ ಇಲ್ಲಿ ಮುಸ್ಲಿಂ ಸಮುದಾಯದ ಮಹಾನಗರಪಾಲಿಕೆ ಚುನಾವಣೆಗಳಿಂದ ಕಟ್ಟಡ ಕಾಮಗಾರಿ ತಡೆಯಬೇಕು ಎಂದು ಒತ್ತಾಯಿಸಿ ಮನವಿ ಸಲ್ಲಿಸಿದರು. [1001,1267,1161,1415]
important-day-item: ಅಕ್ಟೋಬರ್, 30: ವಿಶ್ವ ಮಿತವ್ಯಯ ದಿನ [1124,781,1354,802]
article4-column-1: ತುಮಕೂರು: ತುಮಕೂರು ಮಹಾನಗರಪಾಲಿಕೆ ವ್ಯಾಪ್ತಿಗೆ ಸುತ್ತಮುತ್ತಲ 14 ಗ್ರಾಮ ಪಂಚಾಯ್ತಿಗಳ 54 ಹಳ್ಳಿಗಳ ಸೇರ್ಪಡೆ ಪ್ರಸ್ತಾವನೆಯನ್ನು ತೀವ್ರವಾಗಿ ವಿರೋಧಿಸಿದ ಗ್ರಾಮ ಪಂಚಾಯ್ತಿ ಚುನಾಯಿತ ಪ್ರತಿನಿಧಿಗಳು ಹಾಗೂ ವಿವಿಧ ಮುಖಂಡರು ಪ್ರಸ್ತಾವನೆಯನ್ನು ಕೈಬಿಡುವಂತೆ ಒತ್ತಾಯಿಸಿದರು. ಮಂಗಳವಾರ ನಗರದಲ್ಲಿ ನಡೆದ ಮಹಾನಗರಪಾಲಿಕೆ ವಿಸ್ತರಣಾ ವಿರೋಧಿ ಸಭೆಯಲ್ಲಿ ಮಾತನಾಡಿದ ರಾಜ್ಯ ಗ್ರಾಮ ಪಂಚಾಯಿತಿ ಸದಸ್ಯರ ಒಕ್ಕೂಟದ ರಾಜ್ಯಾಧ್ಯಕ್ಷ ಕಾಡಶೆಟ್ಟಿಹಳ್ಳಿ ಸತೀಶ್, ಹಳ್ಳಿಗಳನ್ನು ನಗರಕ್ಕೆ ಸೇರಿಸುವುದರಿಂದ ಗ್ರಾಮೀಣ ಜನತೆಗೆ ಸಾಮಾಜಿಕ ಅನ್ಯಾಯವಾಗುತ್ತದೆ ಎಂದರು. 14 ಗ್ರಾಮ ಪಂಚಾಯ್ತಿಗಳ 54 ಹಳ್ಳಿಗಳನ್ನು ಪಾಲಿಕೆ ವ್ಯಾಪ್ತಿಗೆ ಸೇರಿಸಲು ಹೊರಟಿರುವ ಉದ್ದೇಶವಾದರೂ ಏನು? ಇದರ ಹಿಂದಿನ ಹುನ್ನಾರವೇನು ಎಂದು ಪ್ರಶ್ನಿಸಿದರು. [20,1774,245,2088]
article3-below-column-2: ಮುಸ್ಲಿಂ ಸಮುದಾಯದ ಶ್ರೀಮಂತ ಚಟುವಟಿಕೆಗಳಿಗೆ ಅವಕಾಶ ನೀಡದೆ ಕೋಮು ಸಾಮರಸ್ಯ ಕದಡುವ ಸಾಧ್ಯತೆಗಳಿವೆ. ಈ ಕುರಿತು ಕಟ್ಟಡ ನಿರ್ಮಾಣವನ್ನು ತಡೆಯಬೇಕು ಎಂದು ಮನವಿ ಮಾಡಿದರು. ವಿಷಯ ತಿಳಿದ ಆಯುಕ್ತರು ಸ್ಥಳ ಪರಿಶೀಲನೆ ನಡೆಸಿ ಸೂಕ್ತ ಕ್ರಮ ಕೈಗೊಳ್ಳುವುದಾಗಿ ಭರವಸೆ ನೀಡಿದರು. [1173,1267,1333,1441]
important-day-item: ಅಕ್ಟೋಬರ್, 2: ಅಂತಾರಾಷ್ಟ್ರೀಯ ಅಹಿಂಸಾ ದಿನ [1124,291,1401,313]
